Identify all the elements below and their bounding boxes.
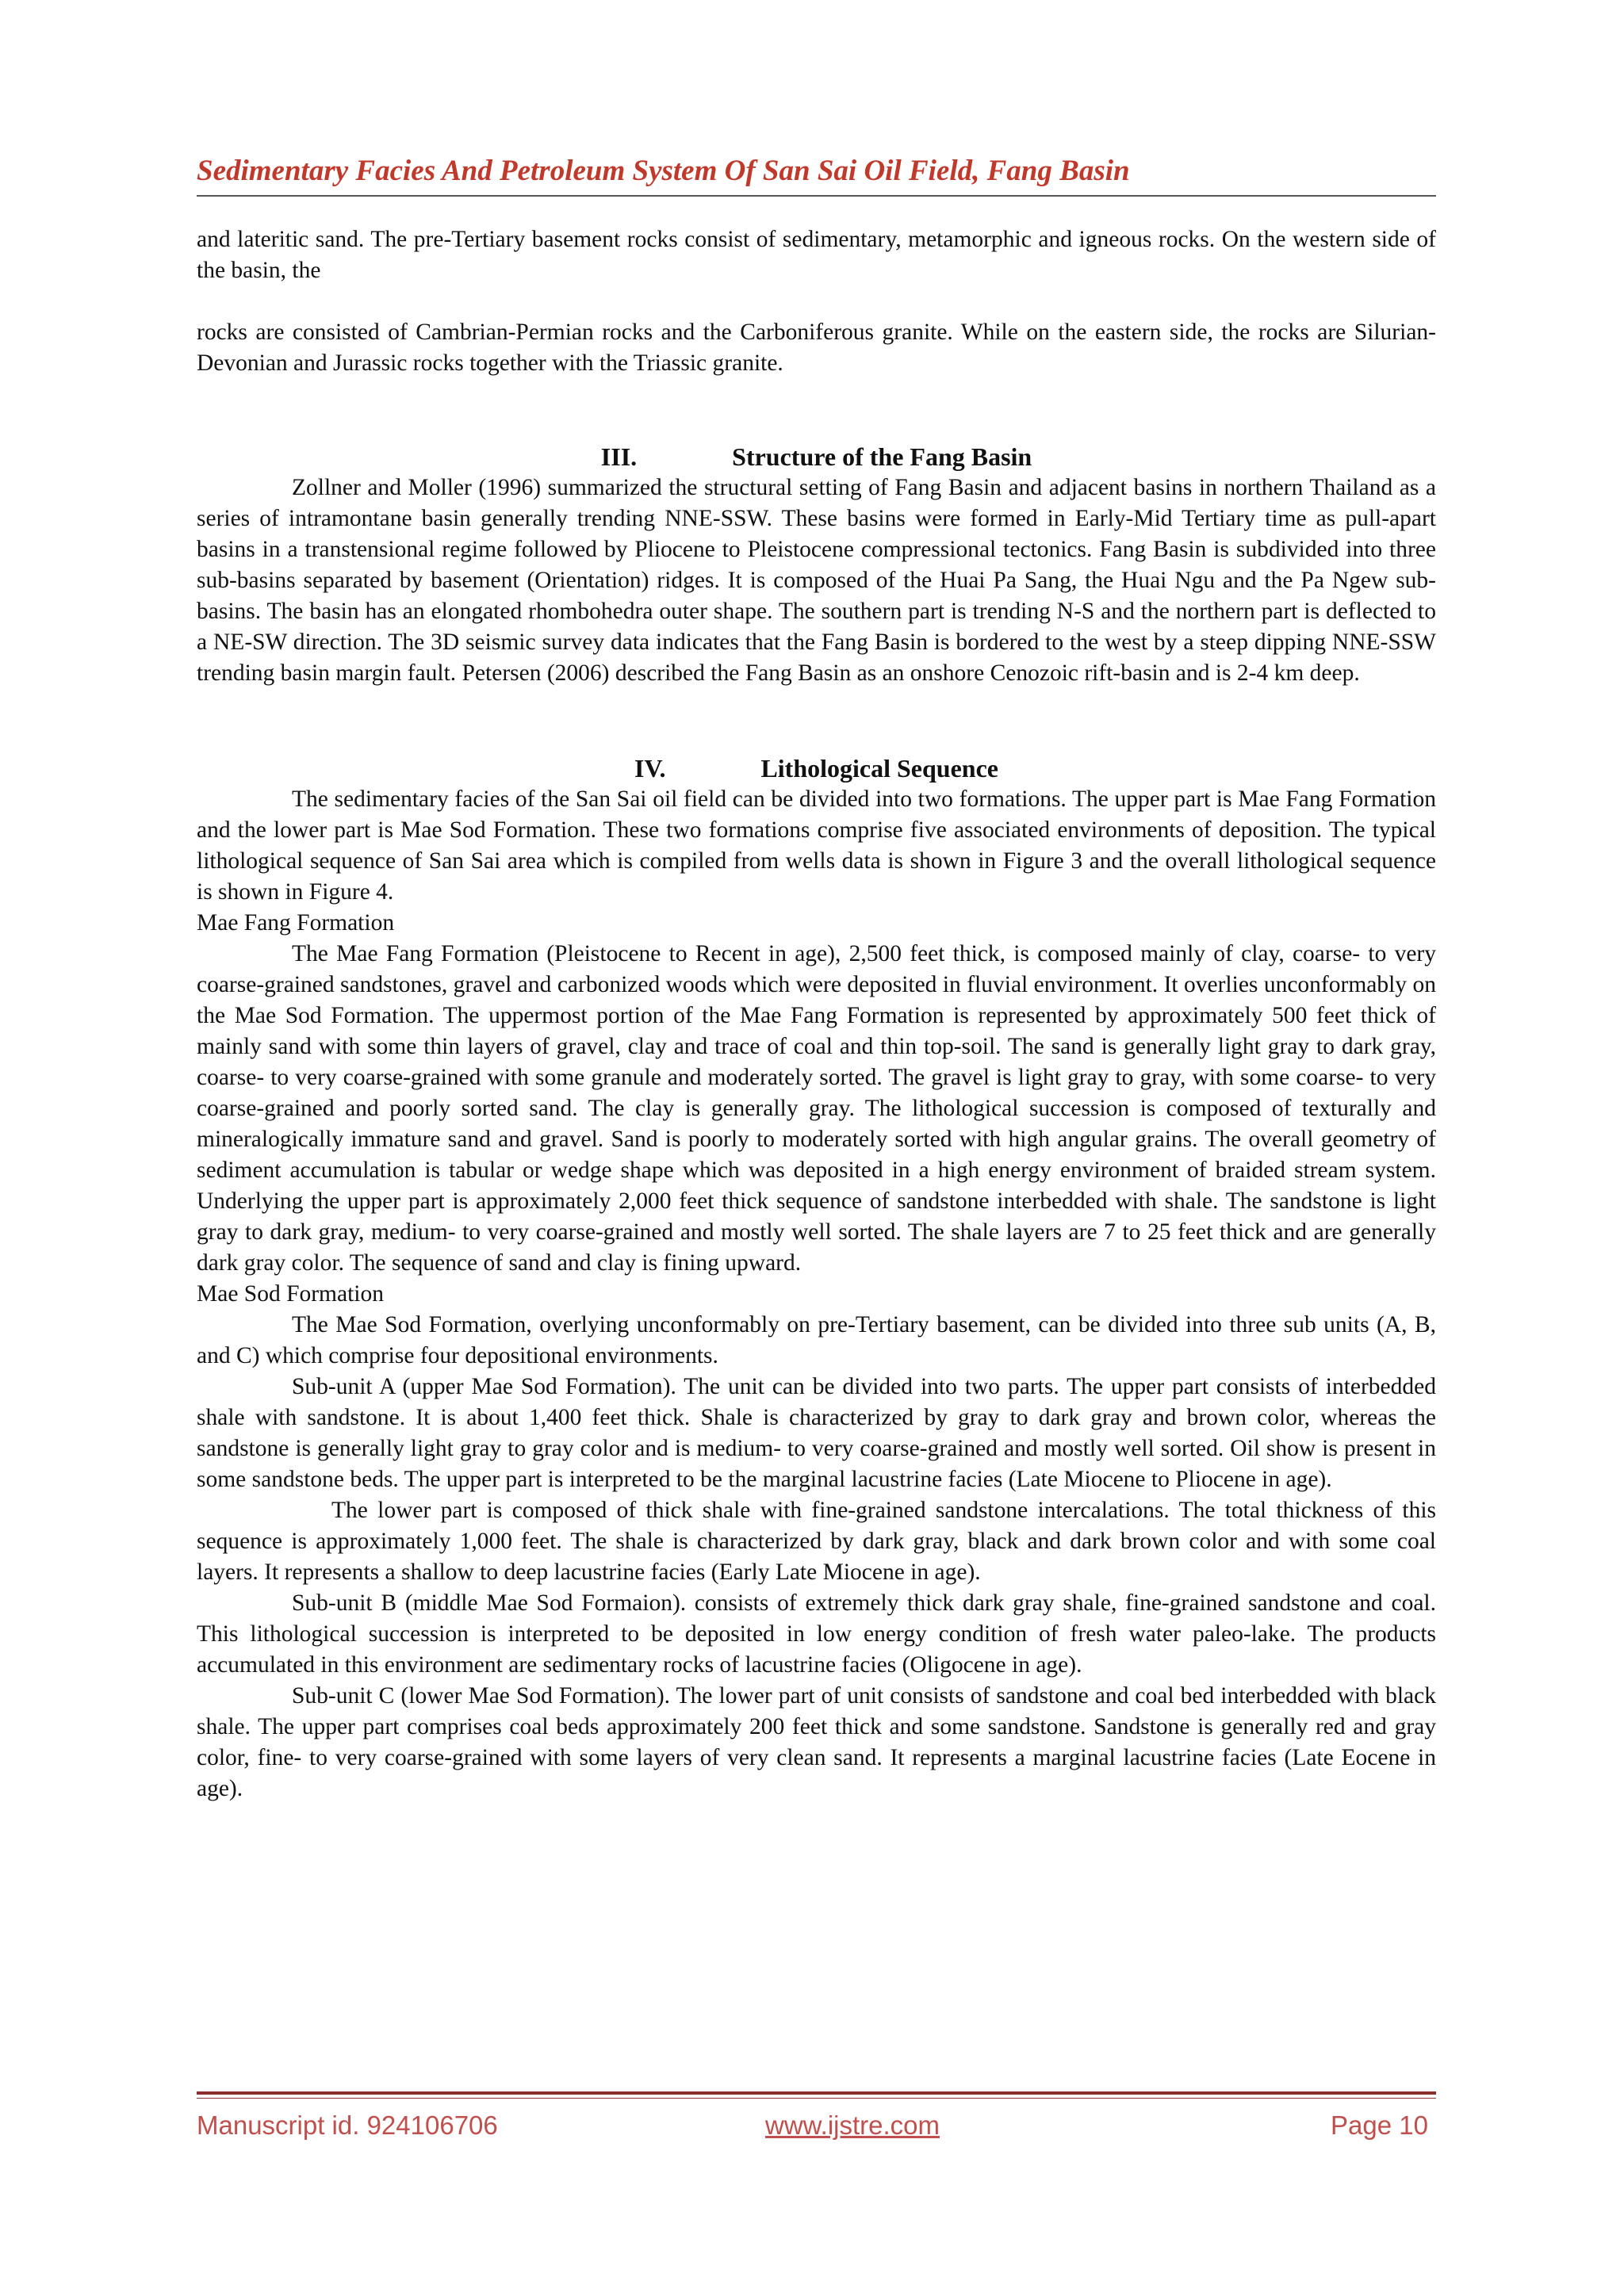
- paragraph: The Mae Fang Formation (Pleistocene to Recent in age), 2,500 feet thick, is composed mainly of clay, coarse- to very coarse-grained sandstones, gravel and carbonized woods which were deposited in fluvial environment. It overlies unconformably on the Mae Sod Formation. The uppermost portion of the Mae Fang Formation is represented by approximately 500 feet thick of mainly sand with some thin layers of gravel, clay and trace of coal and thin top-soil. The sand is generally light gray to dark gray, coarse- to very coarse-grained with some granule and moderately sorted. The gravel is light gray to gray, with some coarse- to very coarse-grained and poorly sorted sand. The clay is generally gray. The lithological succession is composed of texturally and mineralogically immature sand and gravel. Sand is poorly to moderately sorted with high angular grains. The overall geometry of sediment accumulation is tabular or wedge shape which was deposited in a high energy environment of braided stream system. Underlying the upper part is approximately 2,000 feet thick sequence of sandstone interbedded with shale. The sandstone is light gray to dark gray, medium- to very coarse-grained and mostly well sorted. The shale layers are 7 to 25 feet thick and are generally dark gray color. The sequence of sand and clay is fining upward.: [197, 941, 1436, 1276]
- paragraph: The lower part is composed of thick shale with fine-grained sandstone intercalations. The total thickness of this sequence is approximately 1,000 feet. The shale is characterized by dark gray, black and dark brown color and with some coal layers. It represents a shallow to deep lacustrine facies (Early Late Miocene in age).: [197, 1498, 1436, 1585]
- page-number: Page 10: [1331, 2110, 1428, 2140]
- paragraph: The sedimentary facies of the San Sai oil field can be divided into two formations. The upper part is Mae Fang Formation and the lower part is Mae Sod Formation. These two formations comprise five associated environments of deposition. The typical lithological sequence of San Sai area which is compiled from wells data is shown in Figure 3 and the overall lithological sequence is shown in Figure 4.: [197, 786, 1436, 905]
- paragraph: rocks are consisted of Cambrian-Permian rocks and the Carboniferous granite. While on the eastern side, the rocks are Silurian-Devonian and Jurassic rocks together with the Triassic granite.: [197, 320, 1436, 376]
- paragraph: Sub-unit C (lower Mae Sod Formation). The lower part of unit consists of sandstone and coal bed interbedded with black shale. The upper part comprises coal beds approximately 200 feet thick and some sandstone. Sandstone is generally red and gray color, fine- to very coarse-grained with some layers of very clean sand. It represents a marginal lacustrine facies (Late Eocene in age).: [197, 1683, 1436, 1801]
- section-title: Lithological Sequence: [760, 754, 998, 783]
- section-number: III.: [600, 442, 638, 471]
- journal-website-link[interactable]: www.ijstre.com: [765, 2110, 940, 2140]
- running-header-title: Sedimentary Facies And Petroleum System Of San Sai Oil Field, Fang Basin: [197, 155, 1130, 187]
- header-divider: [197, 195, 1436, 197]
- paragraph: The Mae Sod Formation, overlying unconformably on pre-Tertiary basement, can be divided into three sub units (A, B, and C) which comprise four depositional environments.: [197, 1312, 1436, 1368]
- footer-divider: [197, 2091, 1436, 2095]
- paragraph: Sub-unit B (middle Mae Sod Formaion). consists of extremely thick dark gray shale, fine-grained sandstone and coal. This lithological succession is interpreted to be deposited in low energy condition of fresh water paleo-lake. The products accumulated in this environment are sedimentary rocks of lacustrine facies (Oligocene in age).: [197, 1590, 1436, 1678]
- section-heading-lithology: [197, 752, 1436, 784]
- manuscript-id: Manuscript id. 924106706: [197, 2110, 498, 2140]
- section-number: IV.: [634, 754, 666, 783]
- section-heading-structure: [197, 441, 1436, 473]
- paragraph: and lateritic sand. The pre-Tertiary basement rocks consist of sedimentary, metamorphic and igneous rocks. On the western side of the basin, the: [197, 227, 1436, 283]
- footer-divider-thin: [197, 2098, 1436, 2099]
- subheading-mae-fang: Mae Fang Formation: [197, 910, 395, 936]
- paragraph: Zollner and Moller (1996) summarized the structural setting of Fang Basin and adjacent basins in northern Thailand as a series of intramontane basin generally trending NNE-SSW. These basins were formed in Early-Mid Tertiary time as pull-apart basins in a transtensional regime followed by Pliocene to Pleistocene compressional tectonics. Fang Basin is subdivided into three sub-basins separated by basement (Orientation) ridges. It is composed of the Huai Pa Sang, the Huai Ngu and the Pa Ngew sub-basins. The basin has an elongated rhombohedra outer shape. The southern part is trending N-S and the northern part is deflected to a NE-SW direction. The 3D seismic survey data indicates that the Fang Basin is bordered to the west by a steep dipping NNE-SSW trending basin margin fault. Petersen (2006) described the Fang Basin as an onshore Cenozoic rift-basin and is 2-4 km deep.: [197, 475, 1436, 686]
- section-title: Structure of the Fang Basin: [732, 442, 1032, 471]
- subheading-mae-sod: Mae Sod Formation: [197, 1281, 384, 1307]
- paragraph: Sub-unit A (upper Mae Sod Formation). The unit can be divided into two parts. The upper part consists of interbedded shale with sandstone. It is about 1,400 feet thick. Shale is characterized by gray to dark gray and brown color, whereas the sandstone is generally light gray to gray color and is medium- to very coarse-grained and mostly well sorted. Oil show is present in some sandstone beds. The upper part is interpreted to be the marginal lacustrine facies (Late Miocene to Pliocene in age).: [197, 1374, 1436, 1492]
- article-body: [197, 224, 1436, 1804]
